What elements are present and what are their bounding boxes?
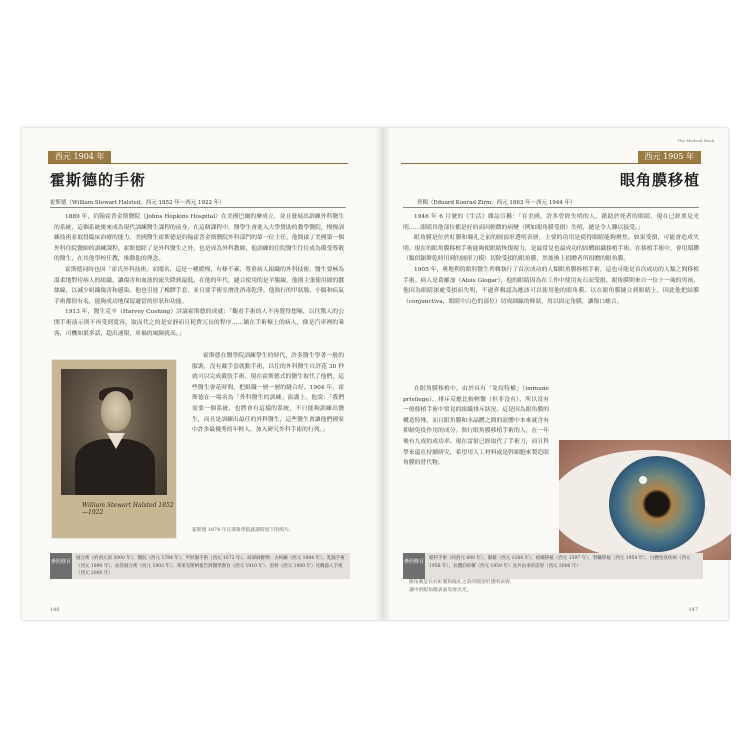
paragraph: 在眼角膜移植中，由於具有「免疫特權」（immune privilege），排斥反應比較輕微（但非沒有），所以沒有一般移植手術中常見的組織排斥狀況。這是因為眼角膜的構造特殊，而且眼角膜和水晶體之間的液體中本來就含有抑制免疫作用的成分。執行眼角膜移植手術的人，在一年後有九成的成功率。現在雷射已經取代了手術刀，而且科學家還在持續研究，希望用人工材料或是幹細胞來製造眼角膜的替代物。: [403, 386, 549, 467]
paragraph: 1905 年，奧地利的眼科醫生齊輯執行了首次成功的人類眼角膜移植手術，這也可能是首次成功的人類之間移植手術。病人是葛羅加（Alois Glogar），他的眼睛因為在工作中使用灰石而受損。眼角膜則來自一位十一歲的男孩，他因為眼睛深處受損而失明，不過齊輯認為應該可以使用他的眼角膜。以在眼角膜縫合到眼睛上，因此他把結膜（conjunctiva，眼睛中白色的部位）切成細線的條狀，用以固定角膜，讓傷口癒合。: [403, 266, 699, 305]
year-band: [401, 151, 701, 164]
eye-iris: [609, 456, 705, 552]
see-also-tag: 參照條目: [50, 553, 72, 579]
photo-caption: 眼角膜是位於虹膜和瞳孔之前的圓頂形透明表層，讓中的眼角膜表面反射出光。: [409, 580, 515, 593]
see-also-box: [50, 553, 350, 579]
eye-closeup-photo: [559, 440, 731, 560]
year-tab: 西元 1905 年: [638, 151, 701, 163]
year-band: [48, 151, 348, 164]
portrait-signature: William Stewart Halsted 1852—1922: [82, 502, 174, 516]
year-tab: 西元 1904 年: [48, 151, 111, 163]
page-title: 眼角膜移植: [619, 171, 700, 189]
left-page: [22, 128, 375, 620]
right-page: [375, 128, 728, 620]
body-text-top: [54, 212, 344, 339]
page-number: 147: [688, 607, 698, 613]
page-title: 霍斯德的手術: [50, 171, 147, 189]
book-spread: [22, 128, 728, 620]
see-also-box: [403, 553, 703, 579]
portrait-jacket: [75, 439, 155, 495]
body-text-top: [403, 212, 699, 307]
photo-caption: 霍斯德 1874 年在耶魯學院就讀時留下的照片。: [192, 528, 294, 533]
body-text-side: [192, 351, 344, 436]
portrait-head: [101, 391, 131, 431]
see-also-items: 縫合術（約西元前 3000 年）、醫院（西元 1784 年）、甲狀腺手術（西元 1872 年）、局部麻醉劑：古柯鹼（西元 1884 年）、乳腺手術（西元 1890 年）、血管縫合術（西元 1902 年）、弗萊克斯納報告與醫學教育（西元 1910 年）、雷射（西元 1960 年）及機器人手術（西元 2000 年）: [76, 556, 345, 576]
portrait-image: [61, 369, 167, 495]
paragraph: 1889 年，約翰霍普金斯醫院（Johns Hopkins Hospital）在美國巴爾的摩成立，並且發展出訓練外科醫生的系統，這個系統後來成為現代訓練醫生課程的前身。在這個課程中，醫學生會進入大學贊助的教學醫院，慢慢訓練技術並取得臨床治療的能力。美國醫生霍斯德是約翰霍普金斯醫院外科部門的第一位主任，他開啟了美國第一個外科住院醫師的訓練課程。霍斯德除了是外科醫生之外，也是成為外科教師，他訓練的住院醫生往往成為備受尊敬的醫生，在其他學校任教，推動他的理念。: [54, 214, 344, 263]
halsted-portrait-photo: [52, 360, 176, 538]
paragraph: 霍斯德同時也因「霍氏外科技術」而聞名，這是一種緩慢、有條不紊、尊重病人組織的外科技術，醫生要極為溫柔地對待病人的組織、讓傷害和血液的流失降到最低。在他的年代，縫合使用的是羊腸線，他則主張使用細的蠶絲線，以減少組織傷害和感染。他也引進了橡膠手套，並且要手術室潛洗消毒乾淨。他執行的甲狀腺、小腸和疝氣手術都很有名，能夠成功地保留適當的形狀和功能。: [54, 266, 344, 305]
paragraph: 1913 年，醫生克辛（Harvey Cushing）評論霍斯德的成就：「觀看手術的人不再覺得想嘔，以往驚人的公開手術演示則不再受到寬容，取而代之的是安靜而且耗費冗長的程序……躺在手術檯上的病人，像是汽車裡的乘客，司機如果多話，超出速限，車禍的風險就高。」: [54, 309, 344, 337]
body-text-side: [403, 384, 549, 469]
byline: 齊輯（Eduard Konrad Zirm，西元 1863 年～西元 1944 年）: [417, 200, 576, 206]
byline: 霍斯德（William Stewart Halsted，西元 1852 年～西元 1922 年）: [50, 200, 225, 206]
see-also-tag: 參照條目: [403, 553, 425, 579]
running-head: The Medical Book: [677, 138, 714, 143]
see-also-items: 眼科手術（約西元 600 年）、眼鏡（西元 1284 年）、組織移植（西元 1597 年）、腎臟移植（西元 1954 年）、白體免疫疾病（西元 1956 年）、抗體的結構（西元 1959 年）及共由來的雷射（西元 2006 年）: [429, 556, 691, 569]
paragraph: 眼角膜是位於虹膜和瞳孔之前的圓頂形透明表層，主要的功用是使得眼睛能夠聚焦。如果受損，可能會造成失明。現在的眼角膜移植手術能夠使眼睛恢復視力，是最常見也最成功的固體組織移植手術。在移植手術中，會用環鑽（類似鋸餅乾時用到的圓形刀模）切除受損的眼角膜，然後換上捐贈者所捐贈的眼角膜。: [403, 235, 699, 263]
page-number: 146: [50, 607, 60, 613]
title-rule: [403, 207, 699, 208]
paragraph: 1946 年 6 月號的《生活》雜誌宣稱：「在美國，許多曾經失明的人，藉助於死者的眼睛，現在已經重見光明……眼睛其他部位都是好的而因輕微的病變（例如眼角膜受損）失明，總是令人難以接受。」: [403, 214, 699, 231]
paragraph: 霍斯德在醫學院訓練學生的時代，許多醫生學著一般的服裝，沒有戴手套就動手術，以往的外科醫生自許花 30 秒就可以完成截肢手術。現在霍斯德式的醫生取代了他們，這些醫生會花時間，把組織一層一層的縫合好。1904 年，霍斯德在一場名為「外科醫生的訓練」演講上，他說：「我們需要一個系統，也將會有這樣的系統，不只能夠訓練出醫生，而且是訓練出最佳的外科醫生，這些醫生會讓他們國家中許多最優秀的年輕人，加入研究外科手術的行列。」: [192, 353, 344, 434]
title-rule: [50, 207, 346, 208]
eye-glint: [639, 476, 647, 484]
